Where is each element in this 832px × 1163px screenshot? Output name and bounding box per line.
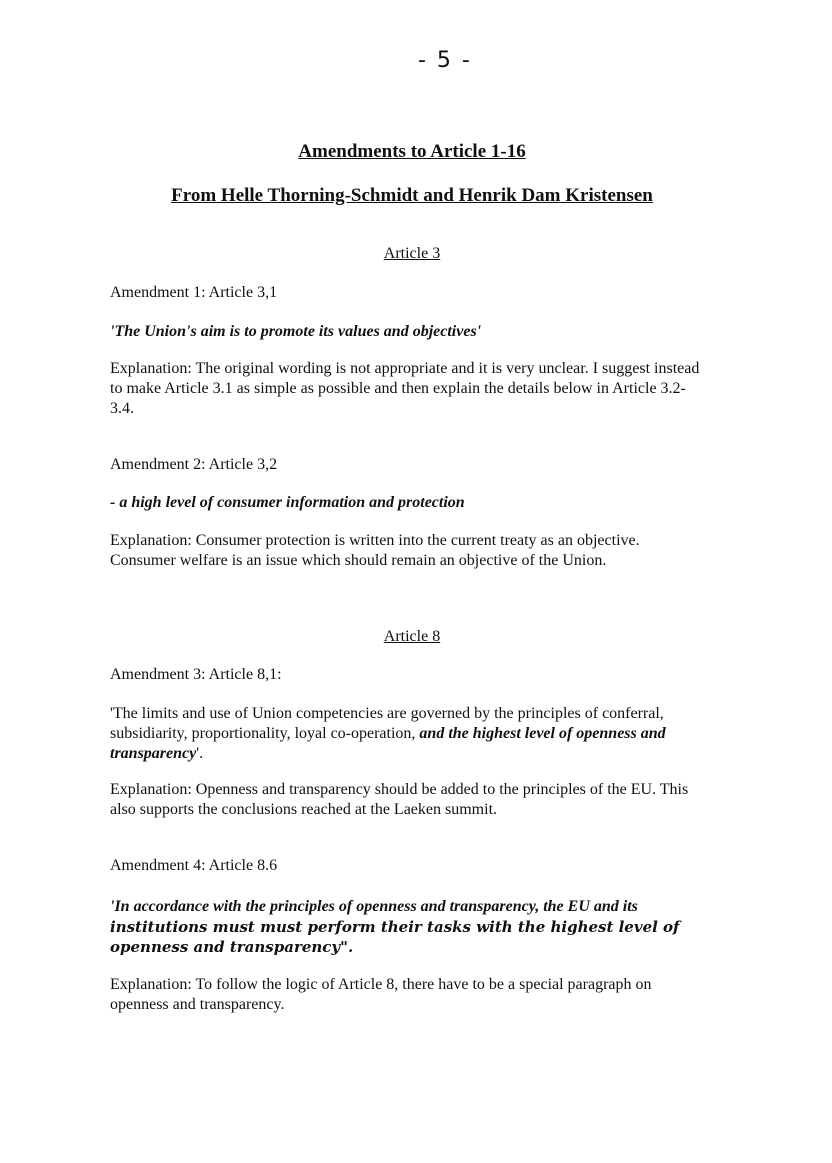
article-3-heading: Article 3 — [383, 245, 441, 262]
page-subtitle: From Helle Thorning-Schmidt and Henrik Dam Kristensen — [171, 185, 653, 206]
amendment-2-explanation: Explanation: Consumer protection is written into the current treaty as an objective. Consumer welfare is an issue which should remain an objective of the Union. — [110, 532, 640, 569]
amendment-3-text — [110, 704, 710, 764]
amendment-4-text-line-2: institutions must must perform their tasks with the highest level of openness and transparency". — [110, 918, 680, 956]
page-title: Amendments to Article 1-16 — [298, 141, 526, 162]
amendment-4-label: Amendment 4: Article 8.6 — [110, 857, 278, 874]
amendment-3-text-plain: 'The limits and use of Union competencies are governed by the principles of conferral, subsidiarity, proportionality, loyal co-operation, — [110, 705, 664, 742]
amendment-3-text-tail: '. — [196, 745, 204, 762]
amendment-2-text: - a high level of consumer information and protection — [110, 494, 465, 511]
amendment-1-text: 'The Union's aim is to promote its values and objectives' — [110, 323, 482, 340]
amendment-1-label: Amendment 1: Article 3,1 — [110, 284, 278, 301]
amendment-1-explanation: Explanation: The original wording is not appropriate and it is very unclear. I suggest instead to make Article 3.1 as simple as possible and then explain the details below in Article 3.2-3.4. — [110, 360, 700, 417]
amendment-3-label: Amendment 3: Article 8,1: — [110, 666, 282, 683]
article-8-heading: Article 8 — [383, 628, 441, 645]
amendment-3-text-emphasis: and the highest level of openness and transparency — [110, 725, 666, 762]
amendment-2-label: Amendment 2: Article 3,2 — [110, 456, 278, 473]
page-number: - 5 - — [418, 48, 472, 73]
amendment-3-explanation: Explanation: Openness and transparency should be added to the principles of the EU. This also supports the conclusions reached at the Laeken summit. — [110, 781, 689, 818]
amendment-4-explanation: Explanation: To follow the logic of Article 8, there have to be a special paragraph on openness and transparency. — [110, 976, 652, 1013]
amendment-4-text-line-1: 'In accordance with the principles of openness and transparency, the EU and its — [110, 898, 638, 915]
